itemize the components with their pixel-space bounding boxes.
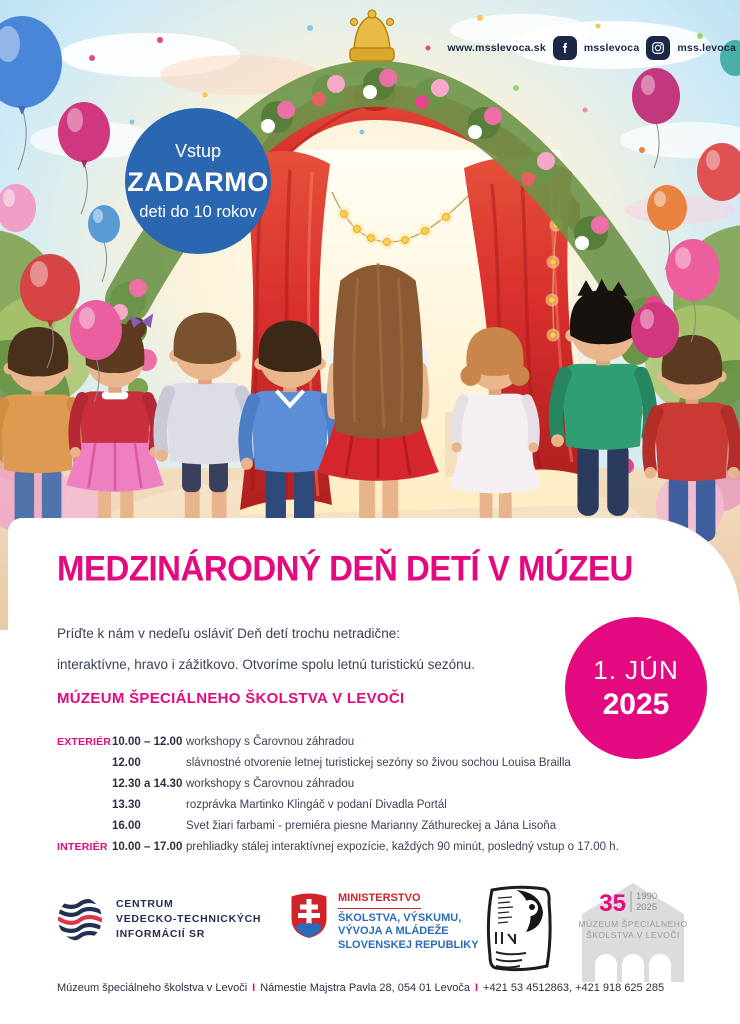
cvti-line2: VEDECKO-TECHNICKÝCH bbox=[116, 912, 262, 925]
schedule-time: 12.30 a 14.30 bbox=[112, 778, 183, 790]
schedule-row bbox=[57, 757, 619, 771]
ministry-text bbox=[338, 892, 479, 952]
schedule-row bbox=[57, 820, 619, 834]
cvti-line3: INFORMÁCIÍ SR bbox=[116, 927, 206, 940]
date-badge-year: 2025 bbox=[602, 687, 670, 721]
slovak-coat-of-arms-icon bbox=[290, 892, 328, 939]
cvti-line1: CENTRUM bbox=[116, 897, 174, 910]
schedule-desc: workshopy s Čarovnou záhradou bbox=[186, 736, 355, 748]
museum-35-line2: ŠKOLSTVA V LEVOČI bbox=[586, 930, 680, 940]
footer-address: Námestie Majstra Pavla 28, 054 01 Levoča bbox=[260, 982, 470, 994]
schedule-label: INTERIÉR bbox=[57, 841, 108, 853]
ministry-line1: MINISTERSTVO bbox=[338, 892, 421, 909]
cvti-text bbox=[116, 897, 261, 942]
schedule-time: 16.00 bbox=[112, 820, 141, 832]
ministry-line3: VÝVOJA A MLÁDEŽE bbox=[338, 925, 449, 937]
intro-line-1: Príďte k nám v nedeľu osláviť Deň detí trochu netradične: bbox=[57, 626, 400, 641]
footer-line bbox=[57, 982, 664, 994]
schedule-row bbox=[57, 841, 619, 855]
venue-heading: MÚZEUM ŠPECIÁLNEHO ŠKOLSTVA V LEVOČI bbox=[57, 690, 405, 707]
footer-separator: I bbox=[474, 982, 479, 994]
instagram-handle: mss.levoca bbox=[677, 42, 736, 54]
museum-35-icon bbox=[568, 880, 698, 982]
schedule-row bbox=[57, 736, 619, 750]
website-label: www.msslevoca.sk bbox=[447, 42, 546, 54]
footer-venue: Múzeum špeciálneho školstva v Levoči bbox=[57, 982, 248, 994]
schedule-desc: rozprávka Martinko Klingáč v podaní Divadla Portál bbox=[186, 799, 447, 811]
schedule-time: 10.00 – 12.00 bbox=[112, 736, 183, 748]
facebook-handle: msslevoca bbox=[583, 42, 640, 54]
ministry-line4: SLOVENSKEJ REPUBLIKY bbox=[338, 938, 479, 951]
free-entry-badge bbox=[125, 108, 271, 254]
footer-separator: I bbox=[252, 982, 256, 994]
intro-line-2: interaktívne, hravo i zážitkovo. Otvoríme spolu letnú turistickú sezónu. bbox=[57, 657, 475, 672]
museum-35-line1: MÚZEUM ŠPECIÁLNEHO bbox=[578, 919, 688, 929]
museum-35-number: 35 bbox=[599, 890, 626, 917]
museum-35-year-to: 2025 bbox=[636, 902, 658, 913]
facebook-icon bbox=[553, 36, 577, 60]
schedule-row bbox=[57, 778, 619, 792]
free-entry-line2: ZADARMO bbox=[127, 166, 269, 197]
instagram-icon bbox=[646, 36, 670, 60]
schedule-label: EXTERIÉR bbox=[57, 736, 112, 748]
schedule-desc: prehliadky stálej interaktívnej expozície, každých 90 minút, posledný vstup o 17.00 h. bbox=[186, 841, 619, 853]
footer-phones: +421 53 4512863, +421 918 625 285 bbox=[483, 982, 665, 994]
page-title: MEDZINÁRODNÝ DEŇ DETÍ V MÚZEU bbox=[57, 548, 633, 588]
schedule-desc: slávnostné otvorenie letnej turistickej sezóny so živou sochou Louisa Brailla bbox=[186, 757, 571, 769]
balloon-magenta-lower-right bbox=[631, 302, 679, 358]
ministry-logo bbox=[290, 892, 479, 952]
schedule-desc: workshopy s Čarovnou záhradou bbox=[186, 778, 355, 790]
sketch-stamp-logo bbox=[482, 882, 554, 979]
ministry-line2: ŠKOLSTVA, VÝSKUMU, bbox=[338, 911, 462, 924]
free-entry-line1: Vstup bbox=[174, 140, 222, 161]
intro-text bbox=[57, 618, 475, 680]
cvti-waves-icon bbox=[57, 896, 103, 942]
schedule bbox=[57, 736, 619, 862]
sketch-stamp-icon bbox=[482, 882, 554, 974]
schedule-desc: Svet žiari farbami - premiéra piesne Marianny Záthureckej a Jána Lisoňa bbox=[186, 820, 557, 832]
schedule-time: 12.00 bbox=[112, 757, 141, 769]
date-badge-day: 1. JÚN bbox=[593, 654, 679, 685]
schedule-time: 10.00 – 17.00 bbox=[112, 841, 183, 853]
cvti-logo bbox=[57, 896, 261, 942]
museum-35-year-from: 1990 bbox=[636, 891, 658, 902]
schedule-row bbox=[57, 799, 619, 813]
social-bar bbox=[447, 36, 736, 60]
content-panel bbox=[8, 518, 740, 1024]
schedule-time: 13.30 bbox=[112, 799, 141, 811]
museum-35-logo bbox=[568, 880, 698, 987]
free-entry-line3: deti do 10 rokov bbox=[139, 202, 257, 221]
